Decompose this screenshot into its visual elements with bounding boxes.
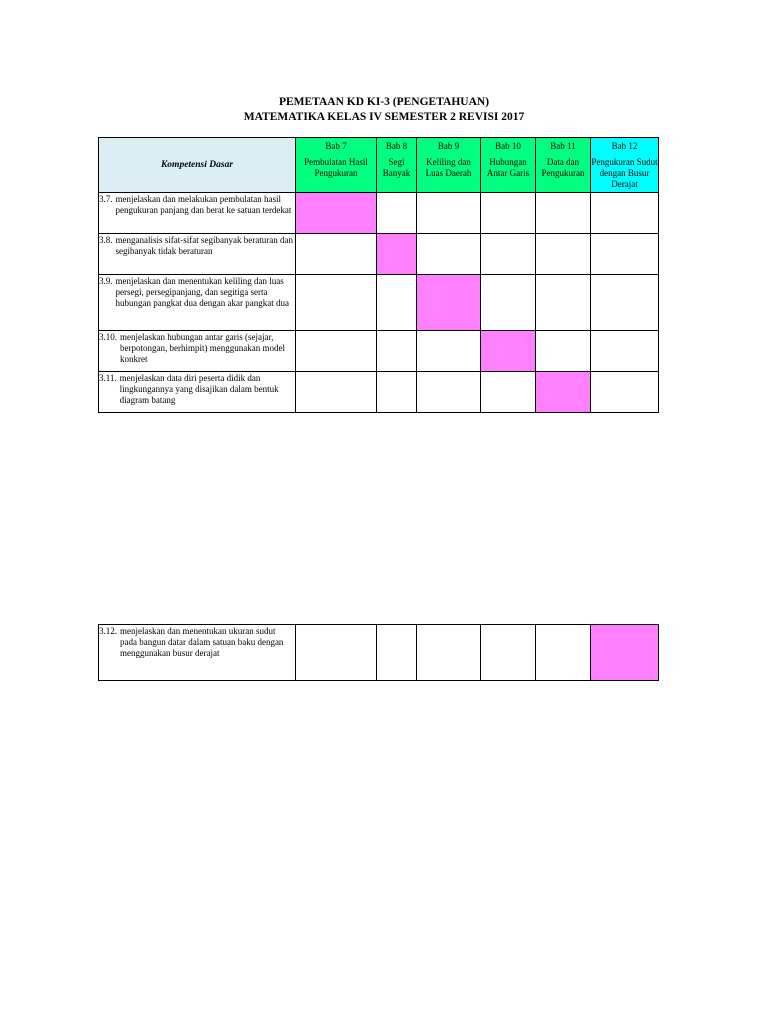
table-row: [99, 331, 659, 372]
bab-name: Pengukuran Sudut dengan Busur Derajat: [591, 157, 658, 189]
bab-column-header: [417, 138, 481, 193]
empty-cell: [377, 331, 417, 372]
bab-column-header: [296, 138, 377, 193]
document-title-line-1: PEMETAAN KD KI-3 (PENGETAHUAN): [278, 96, 490, 108]
empty-cell: [296, 275, 377, 331]
empty-cell: [481, 372, 536, 413]
empty-cell: [591, 193, 659, 234]
bab-number: Bab 9: [437, 141, 460, 151]
table-header-row: [99, 138, 659, 193]
kd-number: 3.9.: [99, 276, 113, 286]
kd-cell: [99, 372, 296, 413]
empty-cell: [481, 234, 536, 275]
bab-name: Data dan Pengukuran: [541, 157, 585, 178]
kd-entry: [99, 276, 293, 309]
empty-cell: [377, 193, 417, 234]
table-row: [99, 234, 659, 275]
kd-number: 3.7.: [99, 194, 113, 204]
bab-number: Bab 8: [385, 141, 408, 151]
empty-cell: [296, 372, 377, 413]
mapped-cell: [296, 193, 377, 234]
empty-cell: [591, 234, 659, 275]
bab-name: Keliling dan Luas Daerah: [425, 157, 472, 178]
bab-column-header: [481, 138, 536, 193]
mapped-cell: [481, 331, 536, 372]
kd-cell: [99, 193, 296, 234]
empty-cell: [296, 625, 377, 681]
kd-description: menjelaskan dan menentukan ukuran sudut pada bangun datar dalam satuan baku dengan menggunakan busur derajat: [120, 626, 284, 658]
bab-number: Bab 11: [550, 141, 576, 151]
kd-number: 3.12.: [99, 626, 117, 636]
empty-cell: [417, 372, 481, 413]
empty-cell: [591, 275, 659, 331]
kd-number: 3.10.: [99, 332, 117, 342]
table-row: [99, 275, 659, 331]
kd-description: menjelaskan dan melakukan pembulatan hasil pengukuran panjang dan berat ke satuan terdekat: [115, 194, 292, 215]
empty-cell: [417, 331, 481, 372]
kd-cell: [99, 625, 296, 681]
empty-cell: [591, 331, 659, 372]
kd-column-header: Kompetensi Dasar: [99, 138, 296, 193]
empty-cell: [417, 234, 481, 275]
bab-column-header: [377, 138, 417, 193]
bab-column-header: [591, 138, 659, 193]
kd-entry: [99, 373, 293, 406]
empty-cell: [481, 193, 536, 234]
kd-entry: [99, 332, 293, 365]
bab-column-header: [536, 138, 591, 193]
bab-name: Pembulatan Hasil Pengukuran: [304, 157, 368, 178]
kd-cell: [99, 331, 296, 372]
empty-cell: [417, 625, 481, 681]
empty-cell: [591, 372, 659, 413]
kd-number: 3.11.: [99, 373, 117, 383]
kd-description: menganalisis sifat-sifat segibanyak beraturan dan segibanyak tidak beraturan: [115, 235, 293, 256]
kd-mapping-table: [98, 137, 659, 413]
kd-cell: [99, 234, 296, 275]
mapped-cell: [536, 372, 591, 413]
mapped-cell: [417, 275, 481, 331]
empty-cell: [536, 234, 591, 275]
document-title-line-2: MATEMATIKA KELAS IV SEMESTER 2 REVISI 2017: [243, 111, 525, 123]
empty-cell: [536, 625, 591, 681]
empty-cell: [536, 331, 591, 372]
table-row: [99, 625, 659, 681]
empty-cell: [377, 625, 417, 681]
bab-name: Hubungan Antar Garis: [486, 157, 530, 178]
table-row: [99, 372, 659, 413]
kd-description: menjelaskan data diri peserta didik dan lingkungannya yang disajikan dalam bentuk diagram batang: [119, 373, 279, 405]
bab-number: Bab 7: [325, 141, 347, 151]
empty-cell: [481, 625, 536, 681]
table-row: [99, 193, 659, 234]
empty-cell: [296, 234, 377, 275]
kd-entry: [99, 235, 293, 257]
kd-description: menjelaskan dan menentukan keliling dan luas persegi, persegipanjang, dan segitiga serta hubungan pangkat dua dengan akar pangkat dua: [115, 276, 289, 308]
empty-cell: [296, 331, 377, 372]
empty-cell: [377, 275, 417, 331]
kd-cell: [99, 275, 296, 331]
kd-description: menjelaskan hubungan antar garis (sejajar, berpotongan, berhimpit) menggunakan model konkret: [120, 332, 285, 364]
kd-number: 3.8.: [99, 235, 113, 245]
bab-number: Bab 12: [611, 141, 638, 151]
kd-mapping-table-continued: [98, 624, 659, 681]
mapped-cell: [377, 234, 417, 275]
empty-cell: [417, 193, 481, 234]
empty-cell: [536, 275, 591, 331]
bab-number: Bab 10: [495, 141, 521, 151]
kd-entry: [99, 626, 293, 659]
empty-cell: [481, 275, 536, 331]
kd-entry: [99, 194, 293, 216]
bab-name: Segi Banyak: [382, 157, 411, 178]
mapped-cell: [591, 625, 659, 681]
empty-cell: [377, 372, 417, 413]
empty-cell: [536, 193, 591, 234]
